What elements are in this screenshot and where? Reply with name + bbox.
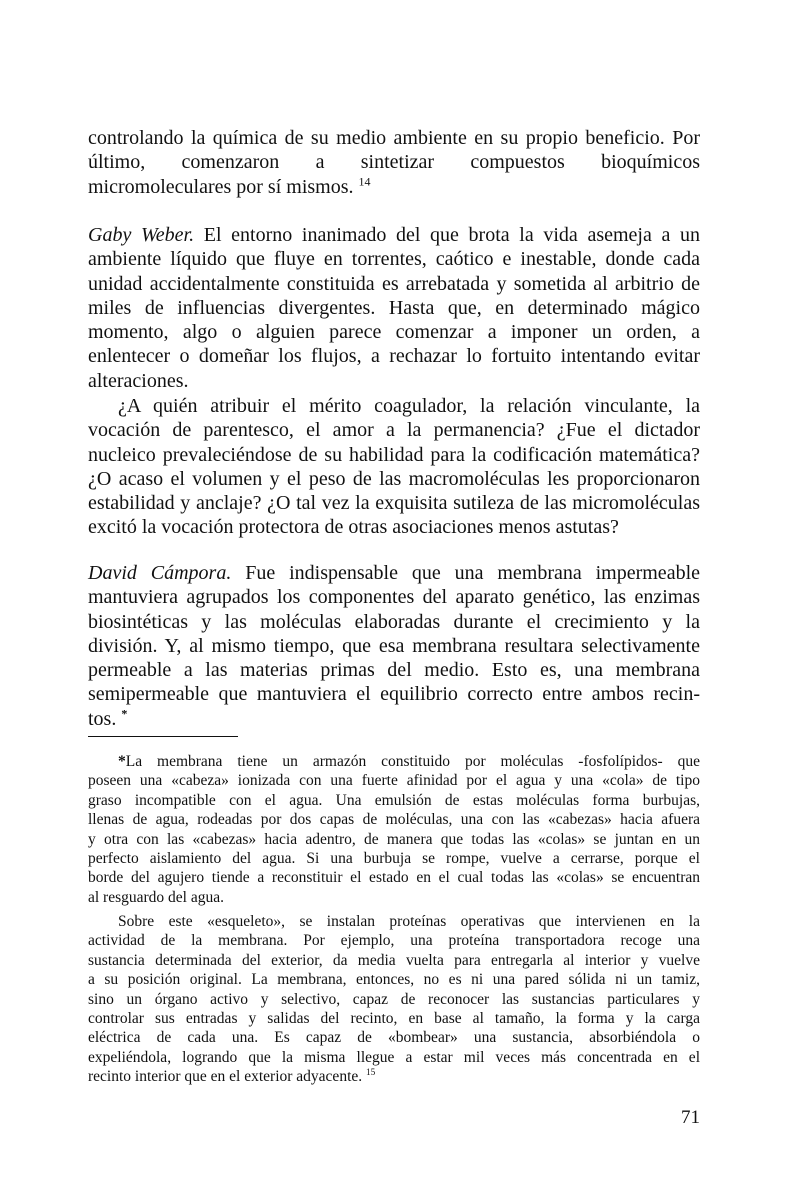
text-line: a su posición original. La membrana, entonces, no es ni una pared sólida ni un tamiz,: [88, 971, 700, 989]
text-line: nucleico prevaleciéndose de su habilidad para la codificación matemática?: [88, 443, 700, 466]
footnote-paragraph-1: [88, 752, 700, 907]
text-line: último, comenzaron a sintetizar compuestos bioquímicos: [88, 151, 700, 174]
text-line: [88, 752, 700, 771]
text-line: ¿A quién atribuir el mérito coagulador, la relación vinculante, la: [118, 395, 700, 417]
footnote-separator: [88, 736, 238, 737]
paragraph-2: [88, 223, 700, 393]
text-line: Sobre este «esqueleto», se instalan proteínas operativas que intervienen en la: [118, 913, 700, 930]
text-line: ambiente líquido que fluye en torrentes, caótico e inestable, donde cada: [88, 248, 700, 271]
text-line: llenas de agua, rodeadas por dos capas de moléculas, una con las «cabezas» hacia afuera: [88, 811, 700, 829]
text-line-content: El entorno inanimado del que brota la vida asemeja a un: [203, 224, 700, 246]
text-line: [88, 175, 700, 199]
text-line: división. Y, al mismo tiempo, que esa membrana resultara selectivamente: [88, 634, 700, 657]
text-line-content: recinto interior que en el exterior adyacente.: [88, 1068, 363, 1086]
text-line: sustancia determinada del exterior, da media vuelta para entregarla al interior y vuelve: [88, 951, 700, 969]
text-line: biosintéticas y las moléculas elaboradas durante el crecimiento y la: [88, 610, 700, 633]
text-line: unidad accidentalmente constituida es arrebatada y sometida al arbitrio de: [88, 272, 700, 295]
text-line: [88, 707, 700, 731]
text-line: eléctrica de cada una. Es capaz de «bombear» una sustancia, absorbiéndola o: [88, 1029, 700, 1047]
text-line: poseen una «cabeza» ionizada con una fuerte afinidad por el agua y una «cola» de tipo: [88, 772, 700, 790]
footnote-reference: *: [121, 706, 128, 721]
footnote-reference: 14: [358, 173, 371, 188]
text-line: mantuviera agrupados los componentes del aparato genético, las enzimas: [88, 586, 700, 609]
text-line: semipermeable que mantuviera el equilibrio correcto entre ambos recin-: [88, 683, 700, 706]
text-line: al resguardo del agua.: [88, 888, 224, 906]
text-line: [88, 561, 700, 585]
text-line-content: La membrana tiene un armazón constituido por moléculas -fosfolípidos- que: [125, 753, 700, 770]
speaker-name: David Cámpora.: [88, 562, 232, 584]
text-line: alteraciones.: [88, 369, 189, 392]
text-line: perfecto aislamiento del agua. Si una burbuja se rompe, vuelve a cerrarse, porque el: [88, 849, 700, 867]
text-line: sino un órgano activo y selectivo, capaz de reconocer las sustancias particulares y: [88, 990, 700, 1008]
footnote-paragraph-2: [88, 912, 700, 1087]
text-line-content: tos.: [88, 707, 117, 730]
text-line: borde del agujero tiende a reconstituir el estado en el cual todas las «colas» se encuentran: [88, 869, 700, 887]
text-line: estabilidad y anclaje? ¿O tal vez la exquisita sutileza de las micromoléculas: [88, 492, 700, 515]
text-line: momento, algo o alguien parece comenzar a imponer un orden, a: [88, 321, 700, 344]
text-line: ¿O acaso el volumen y el peso de las macromoléculas les proporcionaron: [88, 467, 700, 490]
speaker-name: Gaby Weber.: [88, 224, 195, 246]
text-line: controlar sus entradas y salidas del recinto, en base al tamaño, la forma y la carga: [88, 1009, 700, 1027]
text-line: permeable a las materias primas del medio. Esto es, una membrana: [88, 659, 700, 682]
paragraph-4: [88, 561, 700, 731]
text-line: expeliéndola, logrando que la misma llegue a estar mil veces más concentrada en el: [88, 1048, 700, 1066]
text-line: controlando la química de su medio ambiente en su propio beneficio. Por: [88, 127, 700, 149]
text-line: actividad de la membrana. Por ejemplo, una proteína transportadora recoge una: [88, 932, 700, 950]
text-line-content: micromoleculares por sí mismos.: [88, 175, 354, 198]
footnote-reference: 15: [366, 1067, 376, 1078]
footnote-marker: *: [118, 753, 126, 770]
text-line: [88, 223, 700, 247]
text-line-content: Fue indispensable que una membrana impermeable: [245, 562, 700, 584]
paragraph-1: [88, 126, 700, 199]
text-line: vocación de parentesco, el amor a la permanencia? ¿Fue el dictador: [88, 419, 700, 442]
text-line: enlentecer o domeñar los flujos, a rechazar lo fortuito intentando evitar: [88, 345, 700, 368]
text-line: y otra con las «cabezas» hacia adentro, de manera que todas las «colas» se juntan en un: [88, 830, 700, 848]
text-line: graso incompatible con el agua. Una emulsión de estas moléculas forma burbujas,: [88, 791, 700, 809]
text-line: [88, 1067, 700, 1086]
page-number: 71: [681, 1107, 700, 1128]
text-line: excitó la vocación protectora de otras asociaciones menos astutas?: [88, 516, 619, 539]
paragraph-3: [88, 394, 700, 540]
text-line: miles de influencias divergentes. Hasta que, en determinado mágico: [88, 296, 700, 319]
